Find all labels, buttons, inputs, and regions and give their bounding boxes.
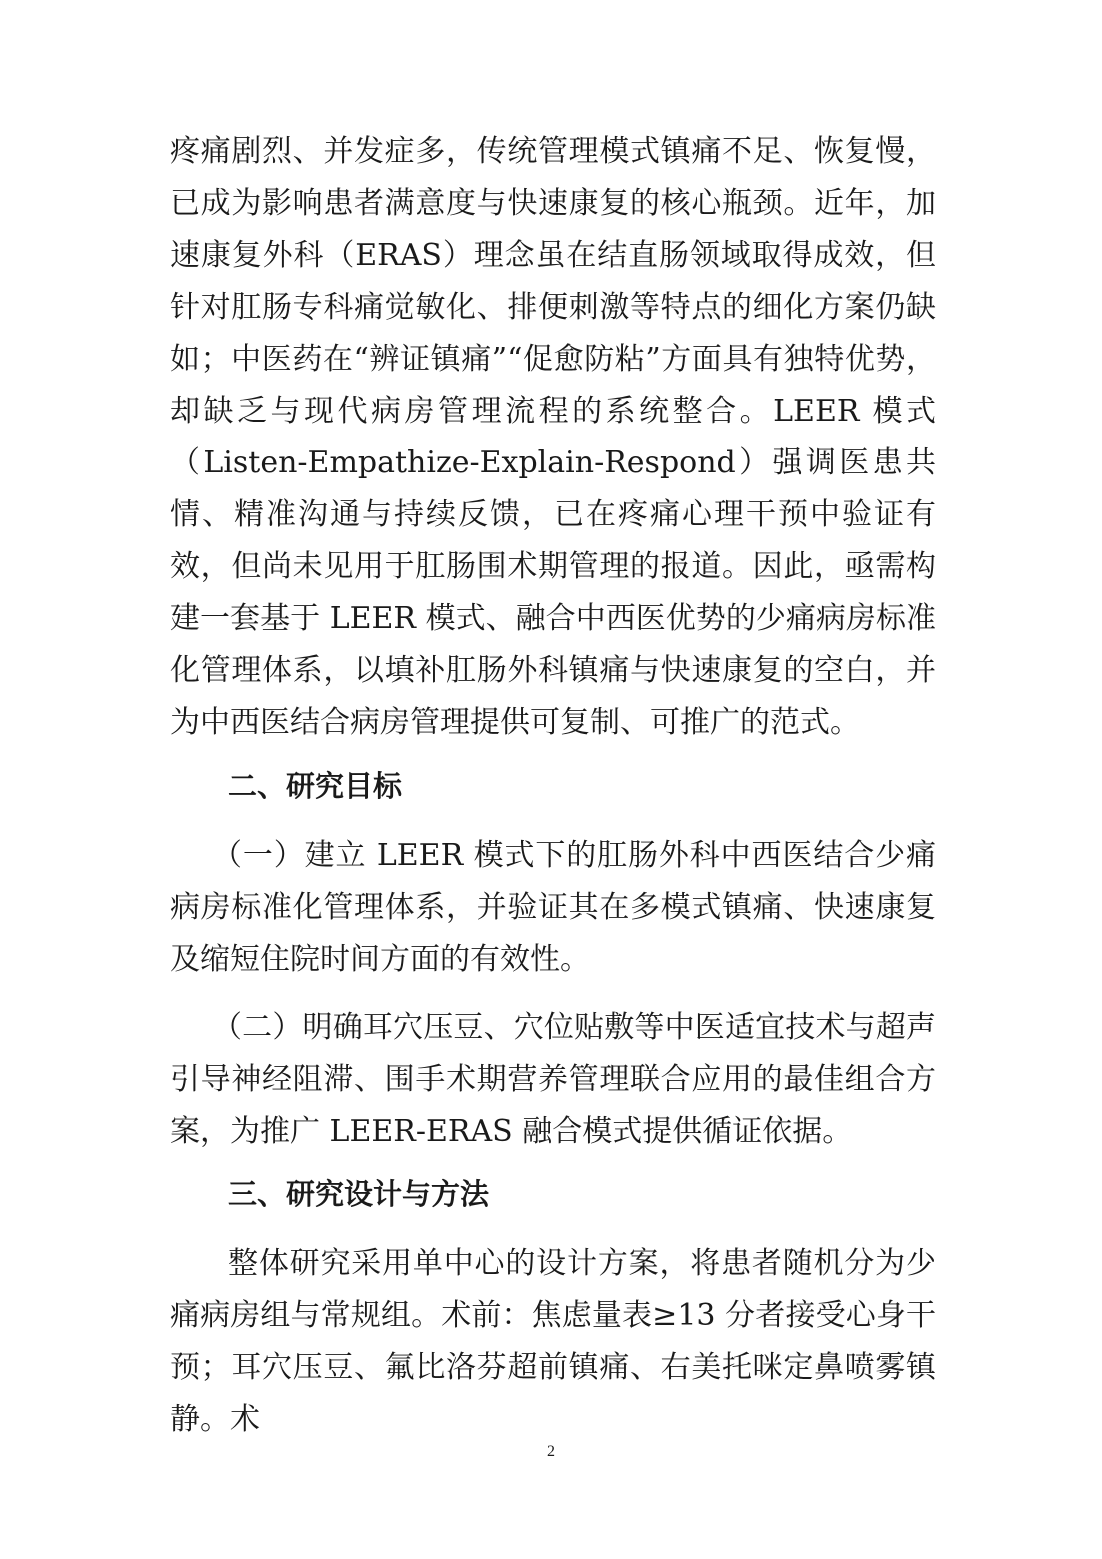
section-heading-design-methods: 三、研究设计与方法 [228, 1177, 490, 1211]
design-paragraph: 整体研究采用单中心的设计方案，将患者随机分为少痛病房组与常规组。术前：焦虑量表≥13 分者接受心身干预；耳穴压豆、氟比洛芬超前镇痛、右美托咪定鼻喷雾镇静。术 [170, 1246, 936, 1437]
background-paragraph: 疼痛剧烈、并发症多，传统管理模式镇痛不足、恢复慢，已成为影响患者满意度与快速康复的核心瓶颈。近年，加速康复外科（ERAS）理念虽在结直肠领域取得成效，但针对肛肠专科痛觉敏化、排便刺激等特点的细化方案仍缺如；中医药在“辨证镇痛”“促愈防粘”方面具有独特优势，却缺乏与现代病房管理流程的系统整合。LEER 模式（Listen-Empathize-Explain-Respond）强调医患共情、精准沟通与持续反馈，已在疼痛心理干预中验证有效，但尚未见用于肛肠围术期管理的报道。因此，亟需构建一套基于 LEER 模式、融合中西医优势的少痛病房标准化管理体系，以填补肛肠外科镇痛与快速康复的空白，并为中西医结合病房管理提供可复制、可推广的范式。 [170, 134, 936, 740]
section-heading-research-goals: 二、研究目标 [228, 769, 403, 803]
page-number: 2 [547, 1443, 555, 1460]
research-goal-1: （一）建立 LEER 模式下的肛肠外科中西医结合少痛病房标准化管理体系，并验证其在多模式镇痛、快速康复及缩短住院时间方面的有效性。 [170, 838, 936, 977]
research-goal-2: （二）明确耳穴压豆、穴位贴敷等中医适宜技术与超声引导神经阻滞、围手术期营养管理联合应用的最佳组合方案，为推广 LEER-ERAS 融合模式提供循证依据。 [170, 1010, 936, 1149]
